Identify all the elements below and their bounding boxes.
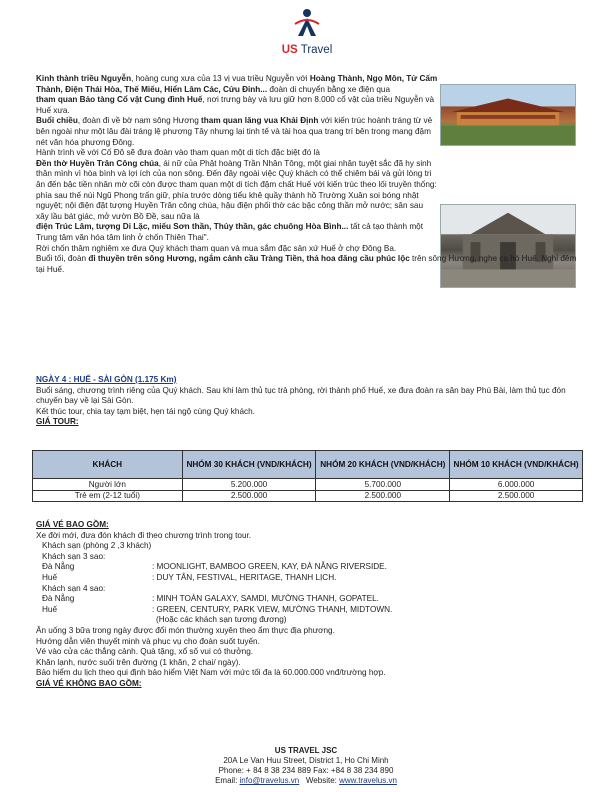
paragraph-truc-lam: điện Trúc Lâm, tượng Di Lặc, miếu Sơn thần, Thủy thần, gác chuông Hòa Bình... tất cả tạo thành một Trung tâm văn hóa tâm linh ở chốn Thiên Thai". (36, 222, 423, 242)
included-line: Khăn lạnh, nước suối trên đường (1 khăn, 2 chai/ ngày). (36, 657, 241, 667)
price-cell: 5.700.000 (316, 479, 450, 491)
paragraph-huyen-tran: Đền thờ Huyền Trân Công chúa, ái nữ của Phật hoàng Trần Nhân Tông, một giai nhân tuyệt sắc đã hy sinh thân mình vì hòa bình và lợi ích của non sông. Đến đây ngoài việc Quý khách có thể chiêm bái và gửi lòng tri ân đến bậc tiền nhân mờ cõi còn được tham quan một di tích đậm chất Huế với kiến trúc theo lối truyền thống: phía sau thế núi Ngũ Phong trấn giữ, phía trước dòng tiểu khê quầy thành hồ Trường Xuân soi bóng nhật nguyệt; nội điện đặt tượng Huyền Trân công chúa, hậu điện phối thờ các bậc công thần mở nước; sân sau xây lầu bát giác, mở vườn Bồ Đề, sau nữa là (36, 158, 437, 221)
paragraph-transition: Hành trình về với Cố Đô sẽ đưa đoàn vào tham quan một di tích đặc biệt đó là (36, 148, 320, 158)
price-cell: 6.000.000 (450, 479, 583, 491)
table-row (33, 479, 583, 491)
included-line: Hướng dẫn viên thuyết minh và phục vụ cho đoàn suốt tuyến. (36, 636, 260, 646)
included-heading: GIÁ VÉ BAO GỒM: (36, 520, 109, 529)
day4-itinerary (36, 375, 582, 428)
included-line: Khách sạn 4 sao: (42, 583, 106, 593)
included-line: Bảo hiểm du lịch theo qui định bảo hiểm Việt Nam với mức tối đa là 60.000.000 vnđ/trường hợp. (36, 668, 386, 678)
paragraph-imperial-city: Kinh thành triều Nguyễn, hoàng cung xưa của 13 vị vua triều Nguyễn với Hoàng Thành, Ngọ Môn, Tử Cấm Thành, Điện Thái Hòa, Thế Miếu, Hiển Lâm Các, Cửu Đỉnh... đoàn di chuyển bằng xe điện qua (36, 74, 438, 94)
header-group-20: NHÓM 20 KHÁCH (VND/KHÁCH) (316, 451, 450, 479)
header-group-10: NHÓM 10 KHÁCH (VND/KHÁCH) (450, 451, 583, 479)
footer-phone: Phone: + 84 8 38 234 889 Fax: +84 8 38 234 890 (218, 766, 394, 775)
price-cell: 2.500.000 (182, 490, 316, 502)
logo-wordmark: US Travel (281, 44, 333, 56)
row-label-adult: Người lớn (33, 479, 183, 491)
included-line: Khách sạn (phòng 2 ,3 khách) (42, 541, 152, 551)
hotel-row: Đà Nẵng : MINH TOÀN GALAXY, SAMDI, MƯỜNG THANH, GOPATEL. (42, 594, 379, 604)
price-heading: GIÁ TOUR: (36, 417, 79, 427)
header-group-30: NHÓM 30 KHÁCH (VND/KHÁCH) (182, 451, 316, 479)
hotel-row: Huế : GREEN, CENTURY, PARK VIEW, MƯỜNG THANH, MIDTOWN. (42, 604, 393, 614)
included-line: Vé vào cửa các thắng cảnh. Quà tặng, xổ số vui có thưởng. (36, 647, 254, 657)
day4-heading: NGÀY 4 : HUẾ - SÀI GÒN (1.175 Km) (36, 375, 177, 384)
price-cell: 2.500.000 (316, 490, 450, 502)
hotel-note: (Hoặc các khách sạn tương đương) (156, 615, 287, 625)
price-cell: 2.500.000 (450, 490, 583, 502)
table-row (33, 490, 583, 502)
price-cell: 5.200.000 (182, 479, 316, 491)
footer-contact: Email: info@travelus.vn Website: www.travelus.vn (215, 776, 397, 785)
paragraph-afternoon: Buổi chiều, đoàn đi về bờ nam sông Hương tham quan lăng vua Khải Định với kiến trúc hoành tráng từ vẻ bên ngoài như một lâu đài tráng lệ phương Tây nhưng lại tinh tế và tài hoa qua trang trí bên trong mang đậm nét văn hóa phương Đông. (36, 116, 433, 147)
row-label-child: Trẻ em (2-12 tuổi) (33, 490, 183, 502)
hotel-row: Đà Nẵng : MOONLIGHT, BAMBOO GREEN, KAY, ĐÀ NẴNG RIVERSIDE. (42, 562, 387, 572)
included-line: Khách sạn 3 sao: (42, 551, 106, 561)
price-table-header (33, 451, 583, 479)
header-guest: KHÁCH (33, 451, 183, 479)
company-logo (252, 8, 362, 68)
included-section (36, 520, 582, 690)
price-table (32, 450, 583, 502)
included-line: Ăn uống 3 bữa trong ngày được đổi món thường xuyên theo ẩm thực địa phương. (36, 625, 335, 635)
footer-address: 20A Le Van Huu Street, District 1, Ho Chi Minh (223, 756, 389, 765)
day4-line-2: Kết thúc tour, chia tay tạm biệt, hẹn tái ngộ cùng Quý khách. (36, 406, 255, 416)
website-link[interactable]: www.travelus.vn (339, 776, 397, 785)
hotel-row: Huế : DUY TÂN, FESTIVAL, HERITAGE, THANH LỊCH. (42, 572, 337, 582)
included-line: Xe đời mới, đưa đón khách đi theo chương trình trong tour. (36, 530, 252, 540)
email-link[interactable]: info@travelus.vn (239, 776, 300, 785)
paragraph-dong-ba: Rời chốn thâm nghiêm xe đưa Quý khách tham quan và mua sắm đặc sản xứ Huế ở chợ Đông Ba. (36, 243, 397, 253)
paragraph-evening: Buổi tối, đoàn đi thuyền trên sông Hương, ngắm cảnh cầu Tràng Tiền, thả hoa đăng cầu phúc lộc trên sông Hương, nghe ca hò Huế. Nghỉ đêm tại Huế. (36, 254, 577, 274)
logo-figure-icon (292, 8, 322, 42)
footer-company: US TRAVEL JSC (274, 746, 338, 755)
page-footer (0, 746, 612, 786)
day4-line-1: Buổi sáng, chương trình riêng của Quý khách. Sau khi làm thủ tục trả phòng, rời thành phố Huế, xe đưa đoàn ra sân bay Phú Bài, làm thủ tục đón chuyến bay về lại Sài Gòn. (36, 385, 566, 406)
paragraph-museum: tham quan Bảo tàng Cổ vật Cung đình Huế, nơi trưng bày và lưu giữ hơn 8.000 cổ vật của triều Nguyễn và Huế xưa. (36, 95, 435, 115)
excluded-heading: GIÁ VÉ KHÔNG BAO GỒM: (36, 678, 142, 688)
day3-itinerary (36, 74, 582, 275)
